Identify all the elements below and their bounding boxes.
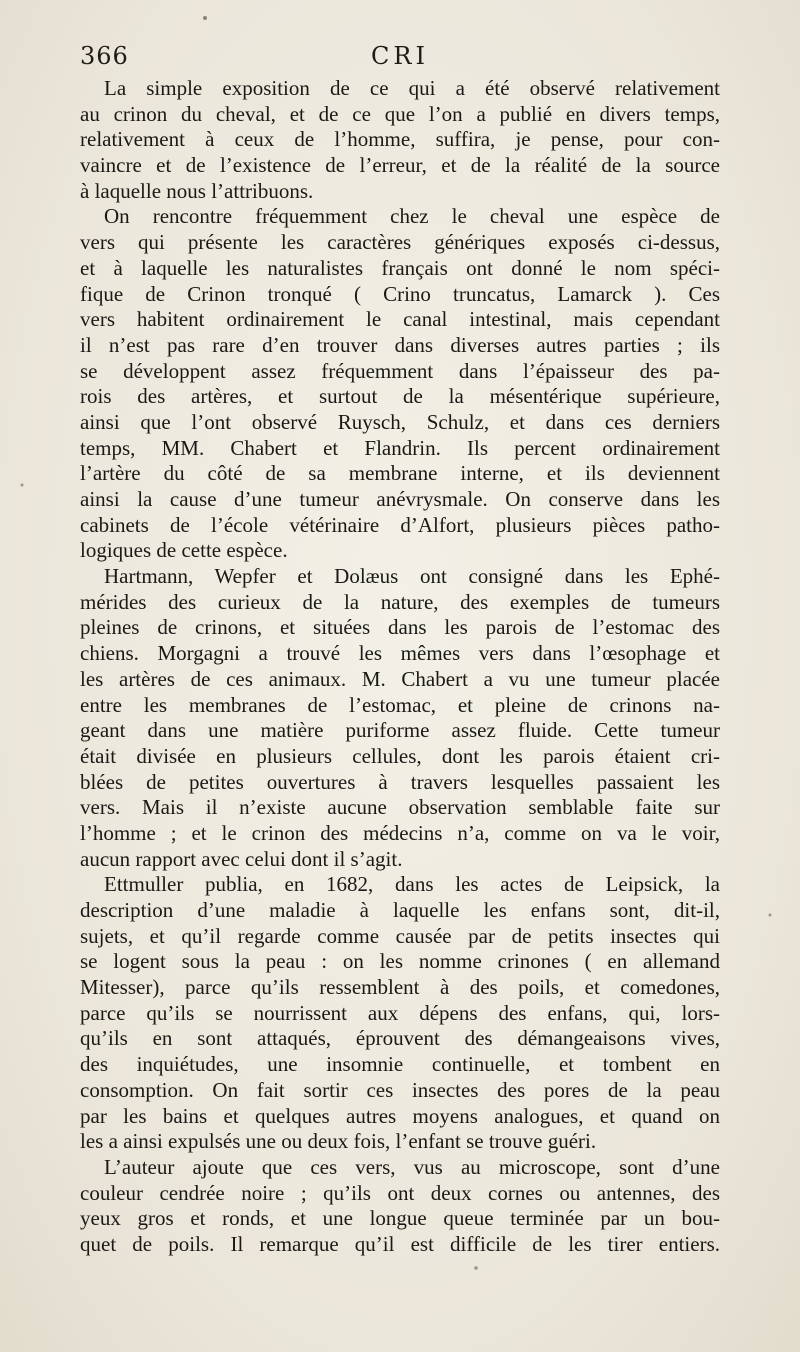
text-line: pleines de crinons, et situées dans les parois de l’estomac des <box>80 615 720 640</box>
text-line: Hartmann, Wepfer et Dolæus ont consigné dans les Ephé- <box>104 564 720 589</box>
text-line: geant dans une matière puriforme assez fluide. Cette tumeur <box>80 718 720 743</box>
text-line: Mitesser), parce qu’ils ressemblent à des poils, et comedones, <box>80 975 720 1000</box>
text-line: blées de petites ouvertures à travers lesquelles passaient les <box>80 769 720 794</box>
text-line: et à laquelle les naturalistes français ont donné le nom spéci- <box>80 255 720 280</box>
text-line: à laquelle nous l’attribuons. <box>80 178 314 203</box>
text-line: Ettmuller publia, en 1682, dans les actes de Leipsick, la <box>104 872 720 897</box>
text-line: vers. Mais il n’existe aucune observation semblable faite sur <box>80 795 720 820</box>
text-line: parce qu’ils se nourrissent aux dépens des enfans, qui, lors- <box>80 1000 720 1025</box>
text-line: chiens. Morgagni a trouvé les mêmes vers dans l’œsophage et <box>80 641 720 666</box>
text-line: La simple exposition de ce qui a été observé relativement <box>104 76 720 100</box>
text-line: les a ainsi expulsés une ou deux fois, l’enfant se trouve guéri. <box>80 1129 597 1154</box>
text-line: entre les membranes de l’estomac, et pleine de crinons na- <box>80 692 720 717</box>
text-line: se logent sous la peau : on les nomme crinones ( en allemand <box>80 949 720 974</box>
text-line: consomption. On fait sortir ces insectes des pores de la peau <box>80 1077 720 1102</box>
running-head: CRI <box>371 42 429 70</box>
text-line: se développent assez fréquemment dans l’épaisseur des pa- <box>80 358 720 383</box>
text-line: relativement à ceux de l’homme, suffira, je pense, pour con- <box>80 127 720 152</box>
text-line: par les bains et quelques autres moyens analogues, et quand on <box>80 1103 720 1128</box>
text-line: quet de poils. Il remarque qu’il est difficile de les tirer entiers. <box>80 1231 720 1256</box>
text-line: il n’est pas rare d’en trouver dans diverses autres parties ; ils <box>80 332 720 357</box>
text-line: logiques de cette espèce. <box>80 538 288 563</box>
text-line: yeux gros et ronds, et une longue queue terminée par un bou- <box>80 1206 720 1231</box>
text-line: ainsi la cause d’une tumeur anévrysmale. On conserve dans les <box>80 487 720 511</box>
text-line: sujets, et qu’il regarde comme causée par de petits insectes qui <box>80 923 720 948</box>
text-line: ainsi que l’ont observé Ruysch, Schulz, et dans ces derniers <box>80 409 720 434</box>
text-line: qu’ils en sont attaqués, éprouvent des démangeaisons vives, <box>80 1026 720 1051</box>
page-number: 366 <box>80 42 129 70</box>
text-line: temps, MM. Chabert et Flandrin. Ils percent ordinairement <box>80 435 720 460</box>
text-line: des inquiétudes, une insomnie continuelle, et tombent en <box>80 1052 720 1077</box>
text-line: l’homme ; et le crinon des médecins n’a, comme on va le voir, <box>80 820 720 845</box>
page-header <box>80 38 720 72</box>
text-line: aucun rapport avec celui dont il s’agit. <box>80 846 403 871</box>
text-line: mérides des curieux de la nature, des exemples de tumeurs <box>80 589 720 614</box>
text-line: vaincre et de l’existence de l’erreur, et de la réalité de la source <box>80 153 720 178</box>
text-line: L’auteur ajoute que ces vers, vus au microscope, sont d’une <box>104 1154 720 1179</box>
text-line: l’artère du côté de sa membrane interne, et ils deviennent <box>80 461 720 486</box>
text-line: rois des artères, et surtout de la mésentérique supérieure, <box>80 384 720 409</box>
text-line: On rencontre fréquemment chez le cheval une espèce de <box>104 204 720 229</box>
body-text <box>80 76 720 1258</box>
text-line: les artères de ces animaux. M. Chabert a vu une tumeur placée <box>80 666 720 691</box>
text-line: couleur cendrée noire ; qu’ils ont deux cornes ou antennes, des <box>80 1180 720 1205</box>
text-line: vers habitent ordinairement le canal intestinal, mais cependant <box>80 307 720 332</box>
text-line: fique de Crinon tronqué ( Crino truncatus, Lamarck ). Ces <box>80 281 720 306</box>
text-line: cabinets de l’école vétérinaire d’Alfort, plusieurs pièces patho- <box>80 512 720 537</box>
text-line: description d’une maladie à laquelle les enfans sont, dit-il, <box>80 898 720 922</box>
text-line: était divisée en plusieurs cellules, dont les parois étaient cri- <box>80 743 720 768</box>
text-line: au crinon du cheval, et de ce que l’on a publié en divers temps, <box>80 101 720 126</box>
text-line: vers qui présente les caractères génériques exposés ci-dessus, <box>80 230 720 255</box>
